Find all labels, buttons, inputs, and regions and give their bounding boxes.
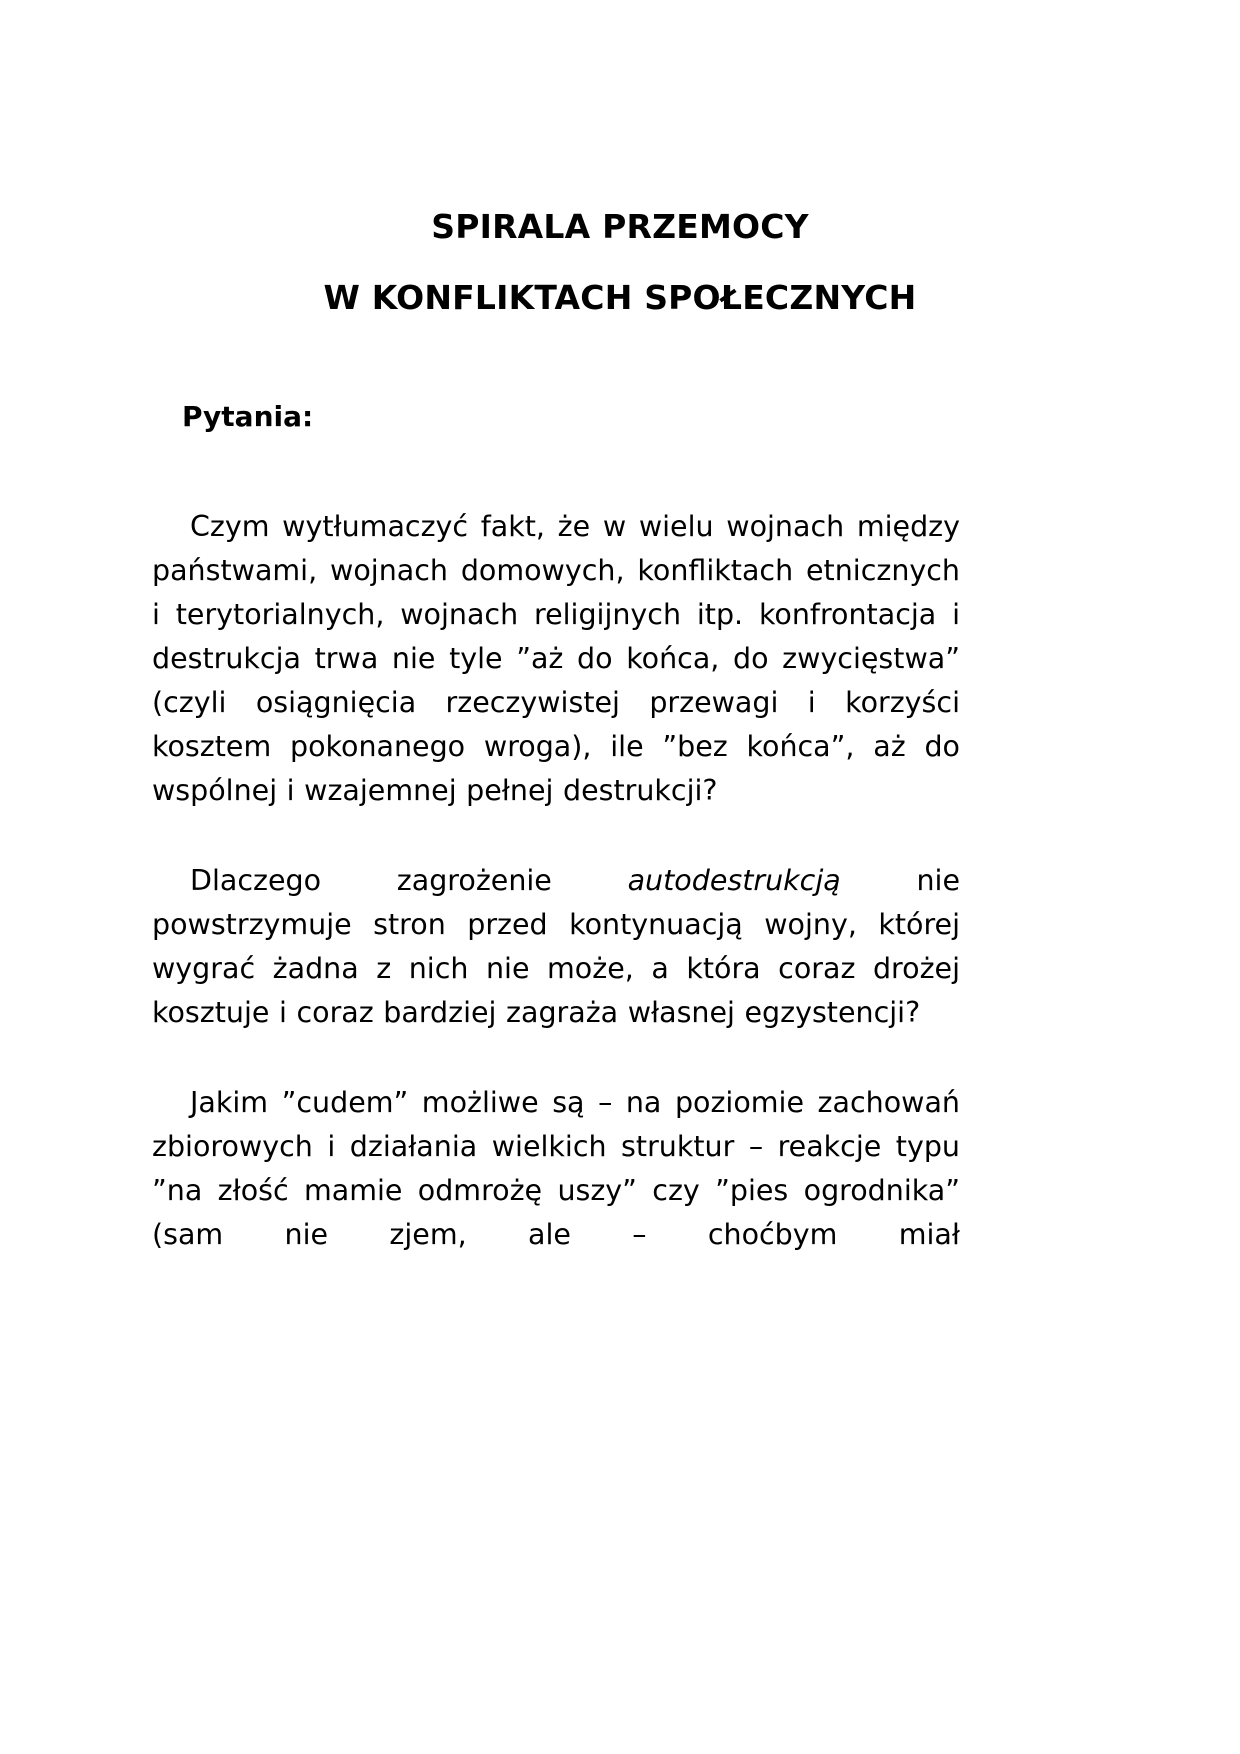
paragraph-question-3: Jakim ”cudem” możliwe są – na poziomie zachowań zbiorowych i działania wielkich struktur – reakcje typu ”na złość mamie odmrożę uszy” czy ”pies ogrodnika” (sam nie zjem, ale – choćbym miał [152, 1086, 960, 1252]
paragraph-2-text-after-italic: nie powstrzymuje stron przed kontynuacją wojny, której wygrać żadna z nich nie może, a która coraz drożej kosztuje i coraz bardziej zagraża własnej egzystencji? [152, 864, 960, 1030]
paragraph-2-text-before-italic: Dlaczego zagrożenie [190, 864, 628, 898]
paragraph-2-italic-term: autodestrukcją [627, 864, 841, 898]
section-heading-questions: Pytania: [182, 400, 314, 433]
paragraph-question-2 [152, 859, 960, 1035]
document-title-block [0, 207, 1240, 317]
document-body [152, 505, 960, 1257]
page-title-line-1: SPIRALA PRZEMOCY [431, 207, 809, 246]
page-title-line-2: W KONFLIKTACH SPOŁECZNYCH [323, 278, 917, 317]
paragraph-question-1: Czym wytłumaczyć fakt, że w wielu wojnach między państwami, wojnach domowych, konfliktach etnicznych i terytorialnych, wojnach religijnych itp. konfrontacja i destrukcja trwa nie tyle ”aż do końca, do zwycięstwa” (czyli osiągnięcia rzeczywistej przewagi i korzyści kosztem pokonanego wroga), ile ”bez końca”, aż do wspólnej i wzajemnej pełnej destrukcji? [152, 510, 960, 808]
